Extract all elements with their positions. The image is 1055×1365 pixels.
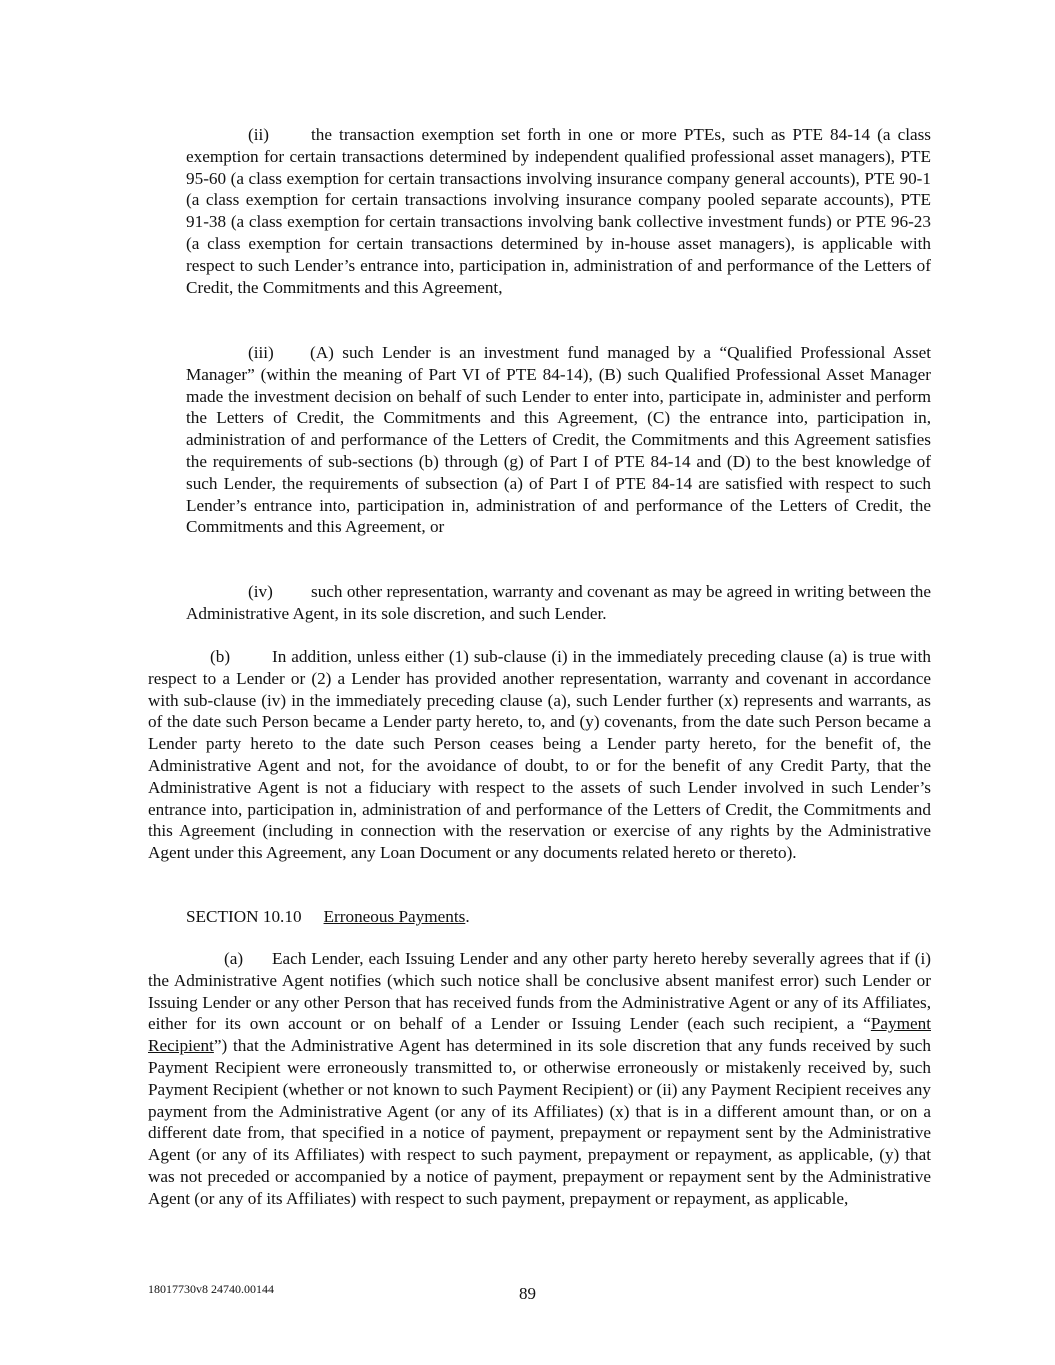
page-number: 89	[519, 1284, 536, 1303]
paragraph-text: (A) such Lender is an investment fund managed by a “Qualified Professional Asset Manager” (within the meaning of Part VI of PTE 84-14), (B) such Qualified Professional Asset Manager made the investment decision on behalf of such Lender to enter into, participate in, administer and perform the Letters of Credit, the Commitments and this Agreement, (C) the entrance into, participation in, administration of and performance of the Letters of Credit, the Commitments and this Agreement satisfies the requirements of sub-sections (b) through (g) of Part I of PTE 84-14 and (D) to the best knowledge of such Lender, the requirements of subsection (a) of Part I of PTE 84-14 are satisfied with respect to such Lender’s entrance into, participation in, administration of and performance of the Letters of Credit, the Commitments and this Agreement, or	[186, 343, 931, 537]
paragraph-marker: (iv)	[248, 582, 273, 601]
defined-term: Payment Recipient	[148, 1014, 931, 1056]
section-number: SECTION 10.10	[186, 907, 302, 926]
section-period: .	[465, 907, 470, 926]
paragraph-b	[148, 646, 931, 864]
paragraph-iii	[186, 342, 931, 538]
paragraph-text: In addition, unless either (1) sub-clause (i) in the immediately preceding clause (a) is true with respect to a Lender or (2) a Lender has provided another representation, warranty and covenant in accordance with sub-clause (iv) in the immediately preceding clause (a), such Lender further (x) represents and warrants, as of the date such Person became a Lender party hereto, to, and (y) covenants, from the date such Person became a Lender party hereto to the date such Person ceases being a Lender party hereto, for the benefit of, the Administrative Agent and not, for the avoidance of doubt, to or for the benefit of any Credit Party, that the Administrative Agent is not a fiduciary with respect to the assets of such Lender involved in such Lender’s entrance into, participation in, administration of and performance of the Letters of Credit, the Commitments and this Agreement (including in connection with the reservation or exercise of any rights by the Administrative Agent under this Agreement, any Loan Document or any documents related hereto or thereto).	[148, 647, 931, 863]
footer-document-id: 18017730v8 24740.00144	[148, 1282, 274, 1296]
paragraph-a	[148, 948, 931, 1210]
paragraph-marker: (a)	[224, 949, 244, 968]
paragraph-text-before: Each Lender, each Issuing Lender and any other party hereto hereby severally agrees that if (i) the Administrative Agent notifies (which such notice shall be conclusive absent manifest error) such Lender or Issuing Lender or any other Person that has received funds from the Administrative Agent or any of its Affiliates, either for its own account or on behalf of a Lender or Issuing Lender (each such recipient, a “	[148, 949, 931, 1034]
paragraph-marker: (ii)	[248, 125, 269, 144]
paragraph-marker: (iii)	[248, 343, 274, 362]
paragraph-ii	[186, 124, 931, 298]
section-heading	[148, 906, 931, 928]
paragraph-iv	[186, 581, 931, 625]
paragraph-text: such other representation, warranty and covenant as may be agreed in writing between the Administrative Agent, in its sole discretion, and such Lender.	[186, 582, 931, 623]
section-title: Erroneous Payments	[323, 907, 466, 926]
paragraph-text-after: ”) that the Administrative Agent has determined in its sole discretion that any funds received by such Payment Recipient were erroneously transmitted to, or otherwise erroneously or mistakenly received by, such Payment Recipient (whether or not known to such Payment Recipient) or (ii) any Payment Recipient receives any payment from the Administrative Agent (or any of its Affiliates) (x) that is in a different amount than, or on a different date from, that specified in a notice of payment, prepayment or repayment sent by the Administrative Agent (or any of its Affiliates) with respect to such payment, prepayment or repayment, as applicable, (y) that was not preceded or accompanied by a notice of payment, prepayment or repayment sent by the Administrative Agent (or any of its Affiliates) with respect to such payment, prepayment or repayment, as applicable,	[148, 1036, 931, 1208]
paragraph-marker: (b)	[210, 647, 231, 666]
paragraph-text: the transaction exemption set forth in one or more PTEs, such as PTE 84-14 (a class exemption for certain transactions determined by independent qualified professional asset managers), PTE 95-60 (a class exemption for certain transactions involving insurance company general accounts), PTE 90-1 (a class exemption for certain transactions involving insurance company pooled separate accounts), PTE 91-38 (a class exemption for certain transactions involving bank collective investment funds) or PTE 96-23 (a class exemption for certain transactions determined by in-house asset managers), is applicable with respect to such Lender’s entrance into, participation in, administration of and performance of the Letters of Credit, the Commitments and this Agreement,	[186, 125, 931, 297]
